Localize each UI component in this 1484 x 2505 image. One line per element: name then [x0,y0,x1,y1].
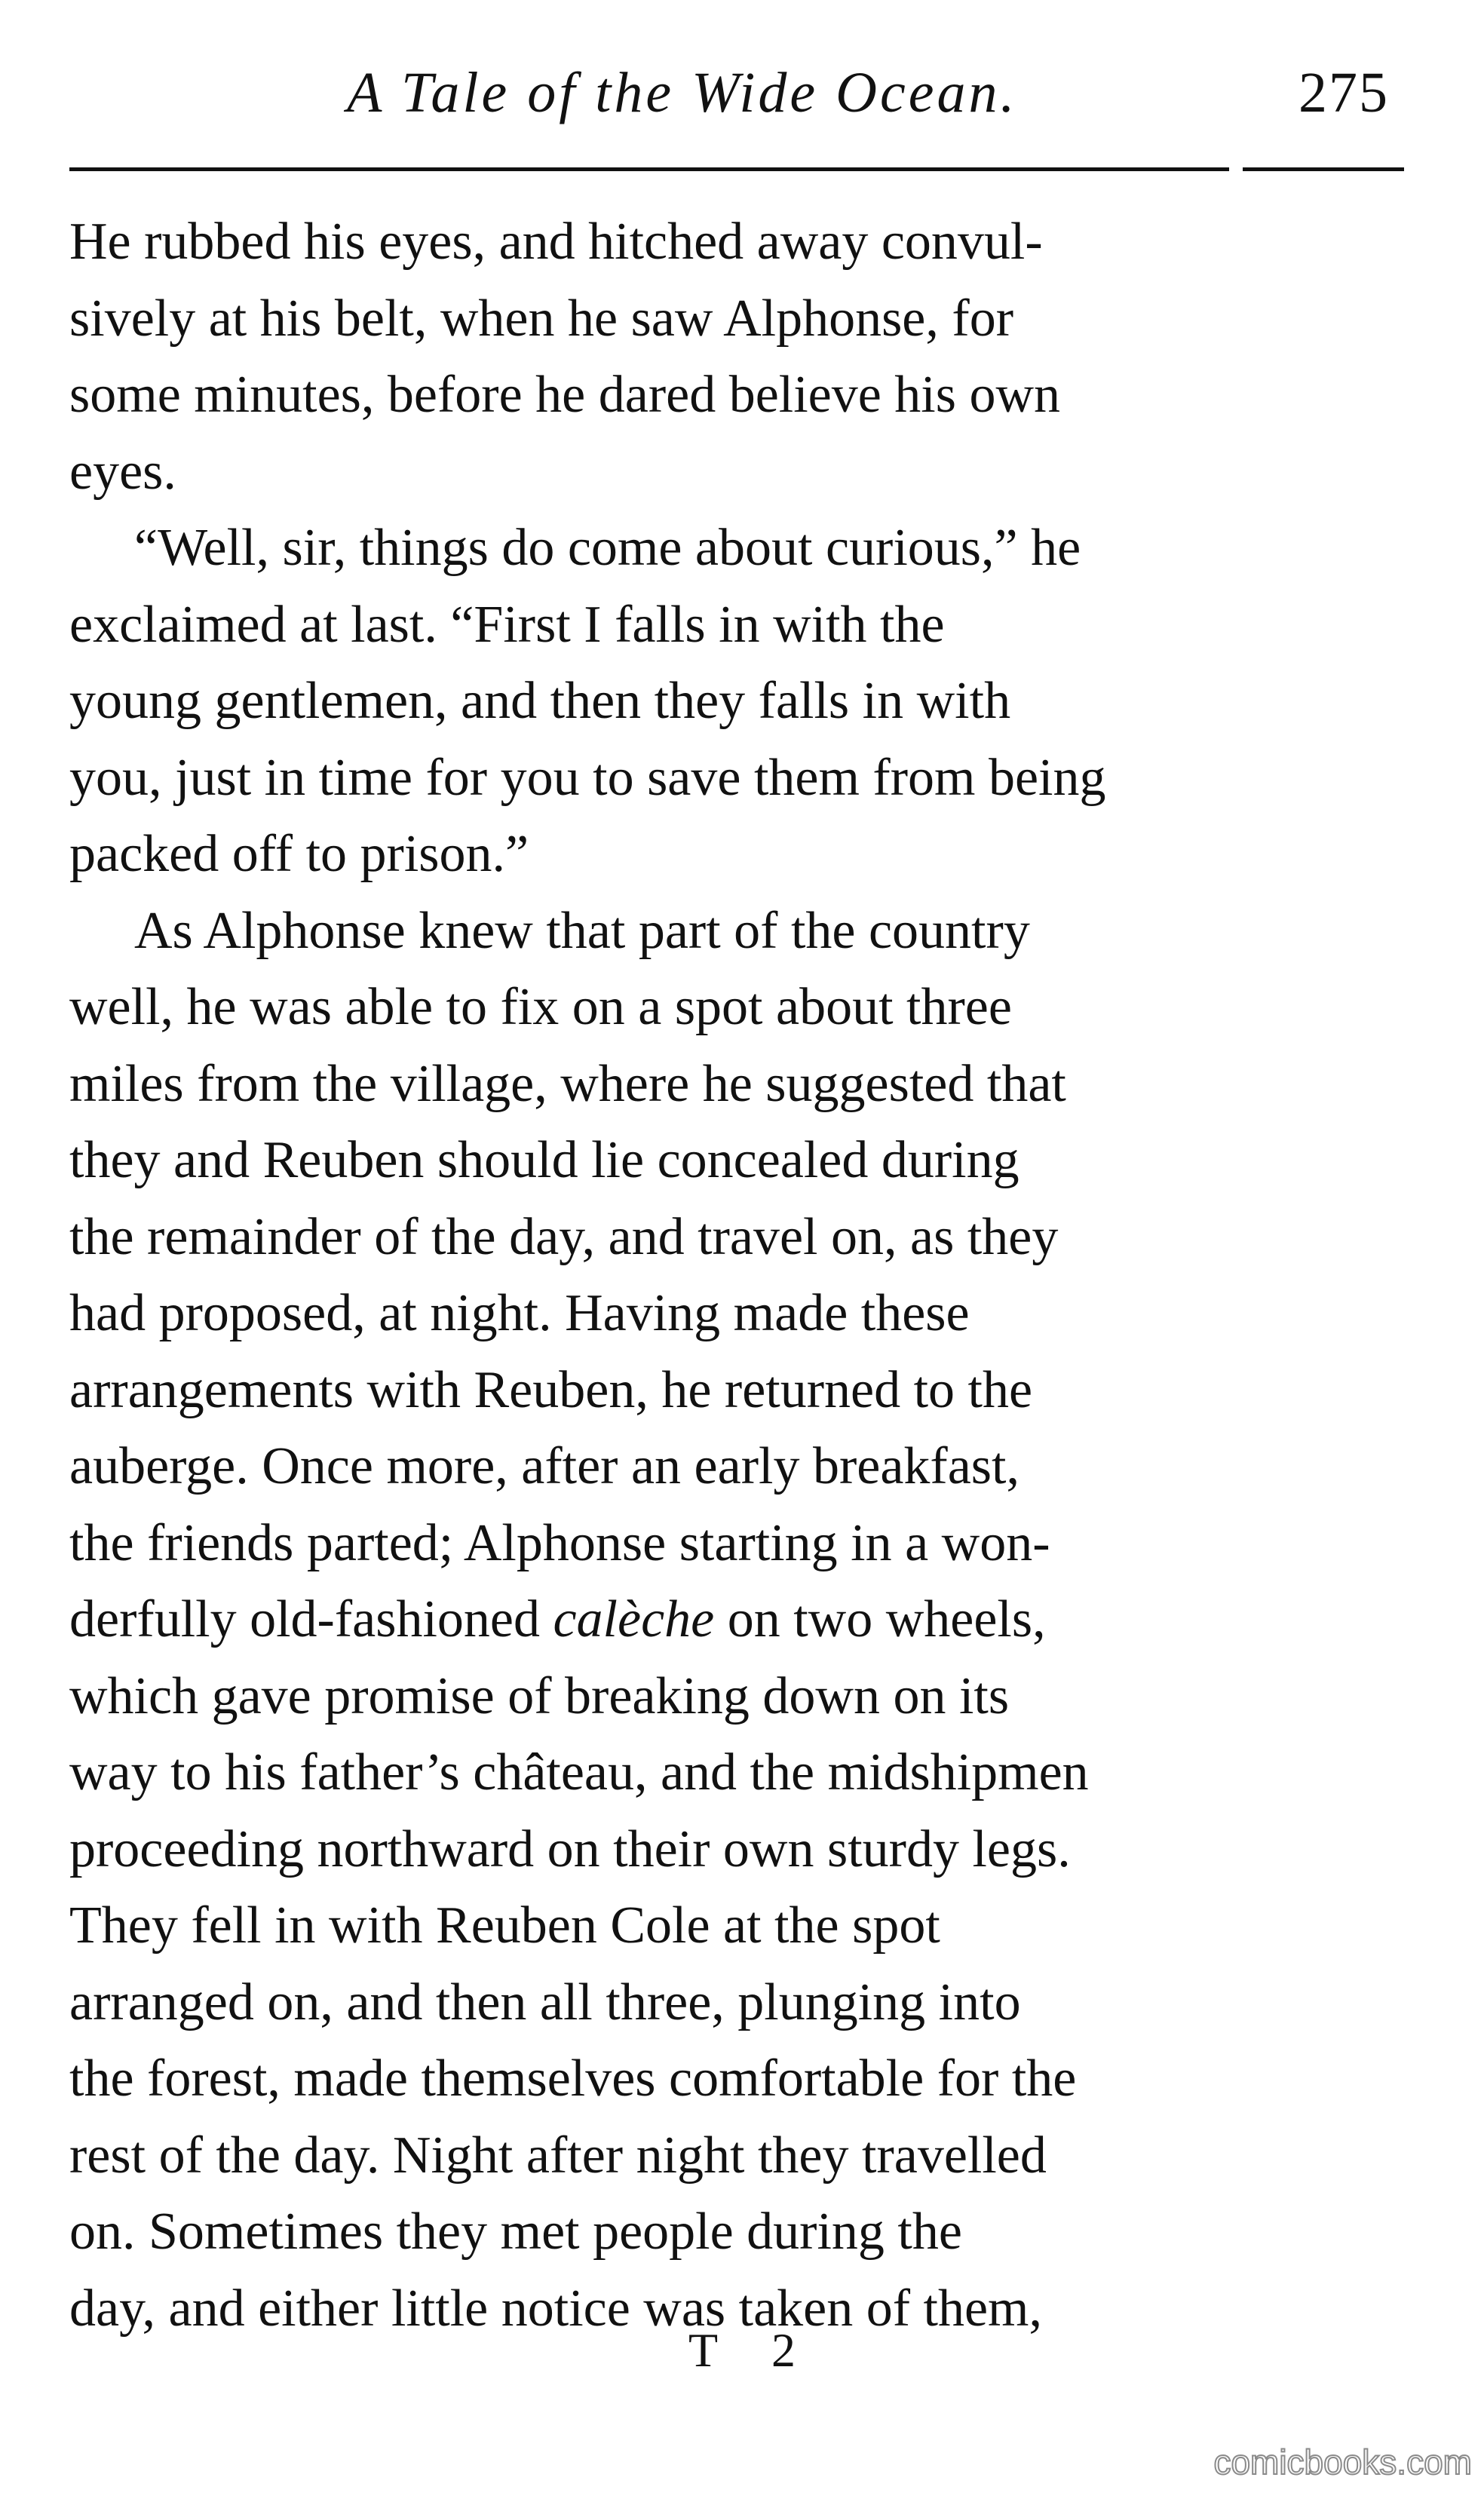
paragraph-2: “Well, sir, things do come about curious,” he exclaimed at last. “First I falls in with the young gentlemen, and then they falls in with you, just in time for you to save them from being packed off to prison.” [69,519,1106,883]
header-rule-left [69,167,1229,171]
running-head [0,60,1484,151]
header-rule-right [1243,167,1404,171]
paragraph-3-text-b: on two wheels, which gave promise of breaking down on its way to his father’s château, and the midshipmen proceeding northward on their own sturdy legs. They fell in with Reuben Cole at the spot arranged on, and then all three, plunging into the forest, made themselves comfortable for the rest of the day. Night after night they travelled on. Sometimes they met people during the day, and either little notice was taken of them, [69,1590,1089,2338]
page-number: 275 [1298,61,1389,124]
paragraph-3-text-a: As Alphonse knew that part of the country well, he was able to fix on a spot about three miles from the village, where he suggested that they and Reuben should lie concealed during the remainder of the day, and travel on, as they had proposed, at night. Having made these arrangements with Reuben, he returned to the auberge. Once more, after an early breakfast, the friends parted; Alphonse starting in a won- derfully old-fashioned [69,901,1066,1648]
italic-word: calèche [553,1590,715,1648]
running-title: A Tale of the Wide Ocean. [347,61,1018,124]
signature-mark: T 2 [688,2323,817,2377]
paragraph-3 [69,893,1412,2347]
paragraph-1: He rubbed his eyes, and hitched away convul- sively at his belt, when he saw Alphonse, for some minutes, before he dared believe his own eyes. [69,213,1061,501]
watermark: comicbooks.com [1213,2442,1472,2482]
body-text [69,204,1412,2347]
